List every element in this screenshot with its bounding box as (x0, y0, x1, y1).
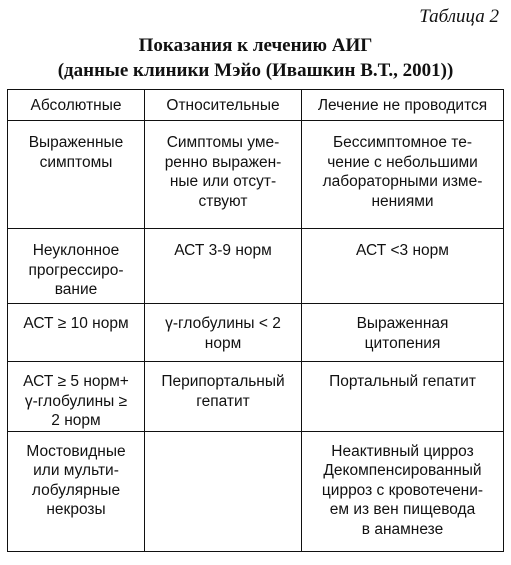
cell-absolute (8, 121, 145, 229)
cell-text-line: симптомы (39, 153, 113, 171)
cell-text-line: прогрессиро- (28, 261, 124, 279)
header-row (8, 90, 504, 121)
cell-relative (145, 362, 302, 432)
cell-text-line: вание (54, 281, 98, 298)
cell-text-line: АСТ 3-9 норм (174, 242, 272, 259)
cell-no-treatment (302, 362, 504, 432)
cell-text-line: Выраженные (28, 134, 124, 151)
cell-text-line: Неуклонное (32, 242, 120, 259)
cell-text-line: или мульти- (33, 462, 119, 479)
cell-text-line: цитопения (364, 334, 441, 352)
cell-no-treatment (302, 304, 504, 362)
cell-text-line: некрозы (46, 501, 106, 518)
table-row (8, 121, 504, 229)
cell-text-line: Мостовидные (26, 442, 126, 460)
cell-text-line: Симптомы уме- (166, 134, 280, 151)
table-row (8, 362, 504, 432)
cell-text-line: гепатит (196, 392, 250, 410)
table-subtitle: (данные клиники Мэйо (Ивашкин В.Т., 2001)) (57, 60, 454, 81)
table-title: Показания к лечению АИГ (138, 35, 373, 56)
cell-text-line: АСТ <3 норм (356, 242, 449, 259)
cell-text-line: цирроз с кровотечени- (321, 481, 484, 499)
header-no-treatment: Лечение не проводится (302, 90, 504, 121)
cell-text-line: Портальный гепатит (329, 373, 476, 390)
cell-text-line: Неактивный цирроз (331, 442, 474, 460)
cell-no-treatment (302, 431, 504, 551)
table-row (8, 229, 504, 304)
cell-relative (145, 229, 302, 304)
cell-text-line: норм (204, 334, 242, 352)
cell-text-line: чение с небольшими (327, 153, 478, 171)
cell-text-line: Декомпенсированный (323, 462, 482, 479)
cell-text-line: лобулярные (31, 481, 121, 499)
cell-text-line: АСТ ≥ 5 норм+ (23, 373, 129, 390)
cell-relative (145, 121, 302, 229)
table-row (8, 304, 504, 362)
cell-relative (145, 431, 302, 551)
cell-text-line: ствуют (198, 192, 248, 210)
cell-text-line: 2 норм (51, 412, 101, 429)
cell-relative (145, 304, 302, 362)
cell-text-line: ренно выражен- (164, 153, 282, 171)
cell-no-treatment (302, 229, 504, 304)
cell-absolute (8, 431, 145, 551)
cell-absolute (8, 362, 145, 432)
indications-table (7, 89, 504, 552)
cell-text-line: нениями (371, 192, 434, 210)
cell-absolute (8, 304, 145, 362)
cell-text-line: γ-глобулины < 2 (165, 315, 281, 332)
cell-text-line: ем из вен пищевода (329, 501, 476, 518)
cell-no-treatment (302, 121, 504, 229)
table-number: Таблица 2 (419, 6, 499, 27)
cell-text-line: Перипортальный (161, 373, 285, 390)
cell-text-line: ные или отсут- (169, 173, 277, 190)
table-row (8, 431, 504, 551)
cell-text-line: в анамнезе (361, 520, 444, 538)
cell-text-line: АСТ ≥ 10 норм (23, 315, 129, 332)
cell-absolute (8, 229, 145, 304)
header-relative: Относительные (145, 90, 302, 121)
cell-text-line: Бессимптомное те- (332, 134, 472, 151)
cell-text-line: лабораторными изме- (322, 173, 483, 190)
cell-text-line: Выраженная (356, 315, 449, 332)
cell-text-line: γ-глобулины ≥ (24, 392, 128, 410)
header-absolute: Абсолютные (8, 90, 145, 121)
